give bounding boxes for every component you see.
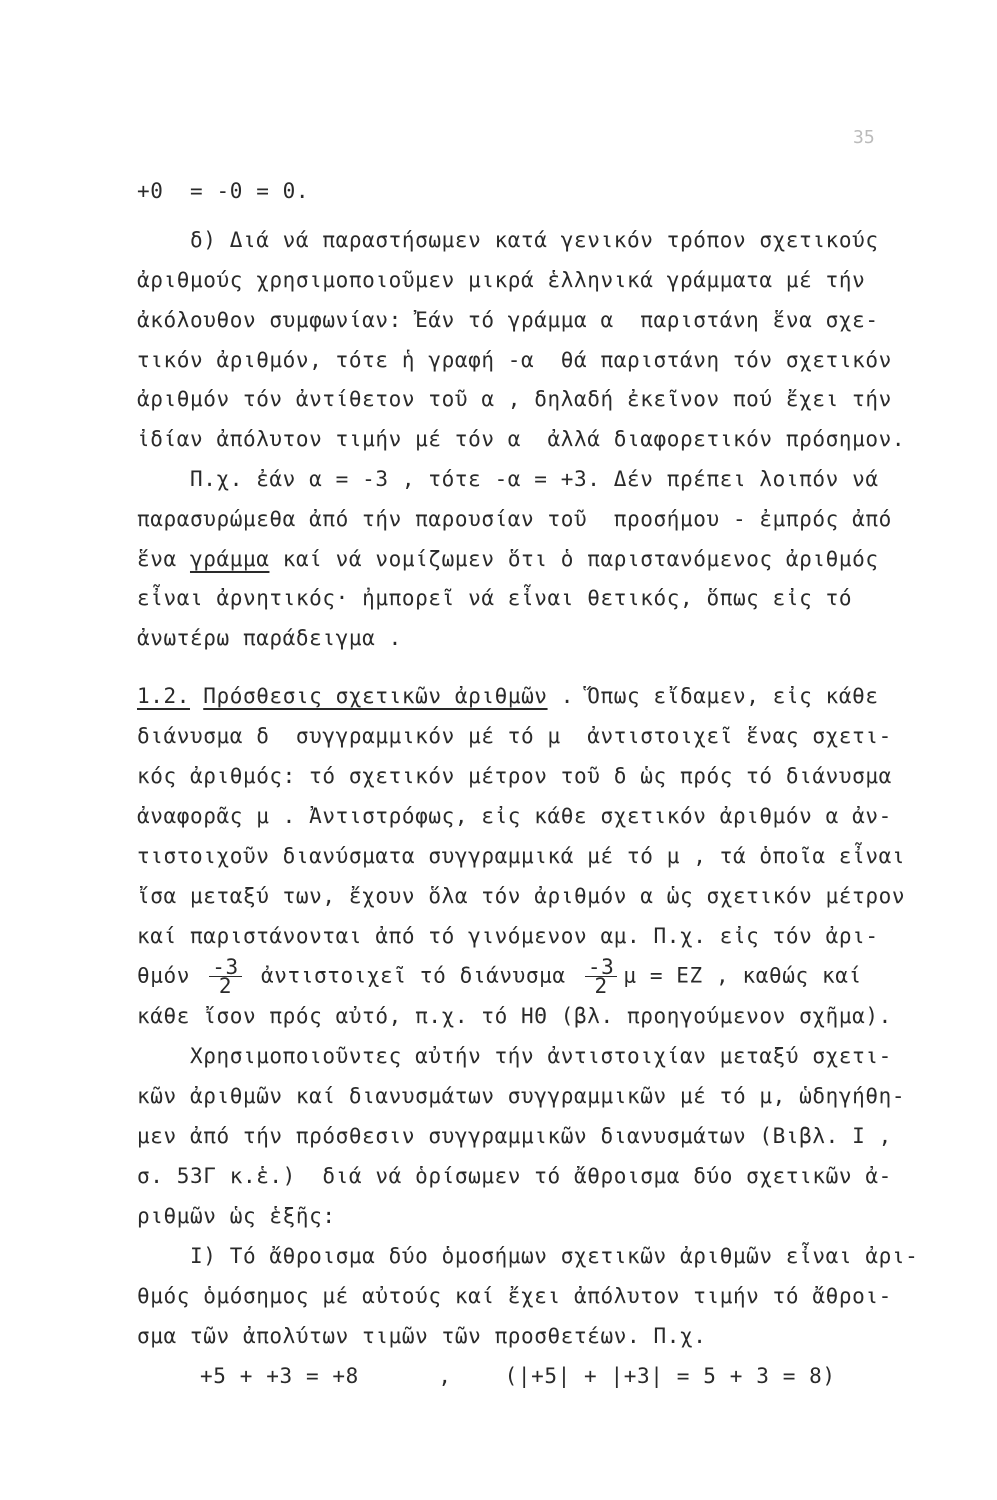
text-line: τικόν ἀριθμόν, τότε ἡ γραφή -α θά παριστάνη τόν σχετικόν — [137, 348, 892, 372]
text-line: διάνυσμα δ συγγραμμικόν μέ τό μ ἀντιστοιχεῖ ἕνας σχετι- — [137, 724, 892, 748]
section-heading-line — [137, 682, 897, 710]
text-span: ἀντιστοιχεῖ τό διάνυσμα — [260, 963, 566, 988]
text-line: κάθε ἴσον πρός αὐτό, π.χ. τό ΗΘ (βλ. προηγούμενον σχῆμα). — [137, 1004, 892, 1028]
fraction-numerator: -3 — [209, 958, 242, 977]
text-line: ἀριθμόν τόν ἀντίθετον τοῦ α , δηλαδή ἐκεῖνον πού ἔχει τήν — [137, 387, 892, 411]
fraction-denominator: 2 — [218, 974, 233, 998]
text-line: Π.χ. ἐάν α = -3 , τότε -α = +3. Δέν πρέπει λοιπόν νά — [137, 467, 879, 491]
text-line: ριθμῶν ὡς ἑξῆς: — [137, 1204, 336, 1228]
text-line: καί παριστάνονται ἀπό τό γινόμενον αμ. Π.χ. εἰς τόν ἀρι- — [137, 924, 879, 948]
text-line: τιστοιχοῦν διανύσματα συγγραμμικά μέ τό μ , τά ὁποῖα εἶναι — [137, 844, 906, 868]
text-line: κῶν ἀριθμῶν καί διανυσμάτων συγγραμμικῶν μέ τό μ, ὡδηγήθη- — [137, 1084, 906, 1108]
text-line: +0 = -0 = 0. — [137, 179, 310, 203]
text-span: καί νά νομίζωμεν ὅτι ὁ παριστανόμενος ἀριθμός — [269, 547, 879, 571]
section-title: Πρόσθεσις σχετικῶν ἀριθμῶν — [203, 684, 548, 708]
text-line: μεν ἀπό τήν πρόσθεσιν συγγραμμικῶν διανυσμάτων (Βιβλ. Ι , — [137, 1124, 892, 1148]
text-line: σμα τῶν ἀπολύτων τιμῶν τῶν προσθετέων. Π.χ. — [137, 1324, 707, 1348]
text-span: μ = ΕΖ , καθώς καί — [623, 963, 862, 988]
text-line: ἀκόλουθον συμφωνίαν: Ἐάν τό γράμμα α παριστάνη ἕνα σχε- — [137, 308, 879, 332]
section-number: 1.2. — [137, 684, 190, 708]
text-line: ἴσα μεταξύ των, ἔχουν ὅλα τόν ἀριθμόν α ὡς σχετικόν μέτρον — [137, 884, 906, 908]
fraction — [585, 955, 618, 998]
text-line: Ι) Τό ἄθροισμα δύο ὁμοσήμων σχετικῶν ἀριθμῶν εἶναι ἀρι- — [137, 1244, 919, 1268]
fraction-denominator: 2 — [594, 974, 608, 998]
text-line: ἰδίαν ἀπόλυτον τιμήν μέ τόν α ἀλλά διαφορετικόν πρόσημον. — [137, 427, 906, 451]
text-line: θμός ὁμόσημος μέ αὐτούς καί ἔχει ἀπόλυτον τιμήν τό ἄθροι- — [137, 1284, 892, 1308]
text-line: δ) Διά νά παραστήσωμεν κατά γενικόν τρόπον σχετικούς — [137, 228, 879, 252]
text-line: Χρησιμοποιοῦντες αὐτήν τήν ἀντιστοιχίαν μεταξύ σχετι- — [137, 1044, 892, 1068]
text-span: . Ὅπως εἴδαμεν, εἰς κάθε — [547, 684, 879, 708]
text-line: ἀνωτέρω παράδειγμα . — [137, 626, 402, 650]
text-line — [137, 545, 897, 573]
text-span: θμόν — [137, 963, 190, 988]
fraction-numerator: -3 — [585, 958, 618, 977]
fraction — [209, 955, 242, 998]
text-line: σ. 53Γ κ.ἑ.) διά νά ὁρίσωμεν τό ἄθροισμα δύο σχετικῶν ἀ- — [137, 1164, 892, 1188]
text-span: ἕνα — [137, 547, 190, 571]
equation-line: +5 + +3 = +8 , (|+5| + |+3| = 5 + 3 = 8) — [200, 1364, 836, 1388]
text-line: παρασυρώμεθα ἀπό τήν παρουσίαν τοῦ προσήμου - ἐμπρός ἀπό — [137, 507, 892, 531]
text-line: ἀριθμούς χρησιμοποιοῦμεν μικρά ἑλληνικά γράμματα μέ τήν — [137, 268, 866, 292]
underlined-word: γράμμα — [189, 547, 270, 571]
text-line: ἀναφορᾶς μ . Ἀντιστρόφως, εἰς κάθε σχετικόν ἀριθμόν α ἀν- — [137, 804, 892, 828]
text-line: εἶναι ἀρνητικός· ἠμπορεῖ νά εἶναι θετικός, ὅπως εἰς τό — [137, 586, 853, 610]
page-number: 35 — [853, 127, 875, 148]
fraction-line — [137, 955, 897, 998]
text-line: κός ἀριθμός: τό σχετικόν μέτρον τοῦ δ ὡς πρός τό διάνυσμα — [137, 764, 892, 788]
